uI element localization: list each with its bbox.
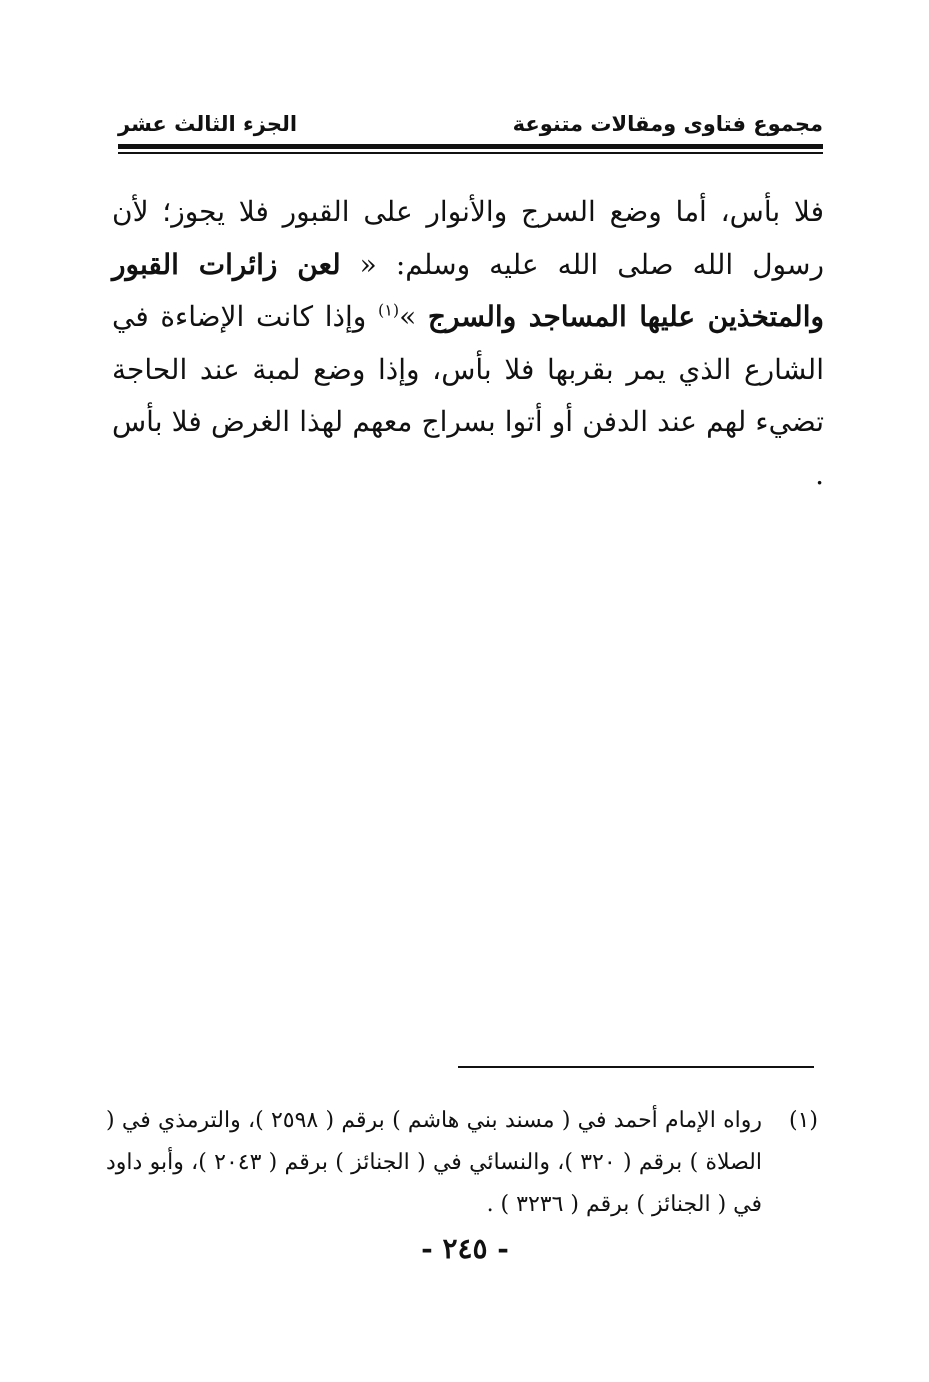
- hadith-quote: لعن زائرات القبور والمتخذين عليها المساجد والسرج: [112, 247, 824, 333]
- book-title: مجموع فتاوى ومقالات متنوعة: [512, 112, 823, 136]
- footnote-number: (١): [788, 1108, 818, 1133]
- footnote-reference[interactable]: (١): [377, 300, 400, 320]
- text-segment: وإذا كانت الإضاءة في الشارع الذي يمر بقربها فلا بأس، وإذا وضع لمبة عند الحاجة تضيء لهم عند الدفن أو أتوا بسراج معهم لهذا الغرض فلا بأس .: [112, 300, 824, 491]
- header-rule-thin: [118, 152, 823, 154]
- footnote: [106, 1100, 818, 1226]
- header-rule-thick: [118, 144, 823, 149]
- page-number: - ٢٤٥ -: [421, 1232, 509, 1265]
- quote-close: »: [399, 300, 428, 333]
- footnote-separator: [458, 1066, 814, 1068]
- text-segment: فلا بأس، أما وضع السرج والأنوار على القبور فلا يجوز؛ لأن رسول الله صلى الله عليه وسلم: «: [112, 195, 824, 281]
- footnote-text: رواه الإمام أحمد في ( مسند بني هاشم ) برقم ( ٢٥٩٨ )، والترمذي في ( الصلاة ) برقم ( ٣٢٠ )، والنسائي في ( الجنائز ) برقم ( ٢٠٤٣ )، وأبو داود في ( الجنائز ) برقم ( ٣٢٣٦ ) .: [106, 1108, 762, 1217]
- paragraph: [112, 186, 824, 501]
- running-header: [118, 108, 823, 142]
- main-text: [112, 186, 824, 501]
- volume-label: الجزء الثالث عشر: [118, 112, 298, 136]
